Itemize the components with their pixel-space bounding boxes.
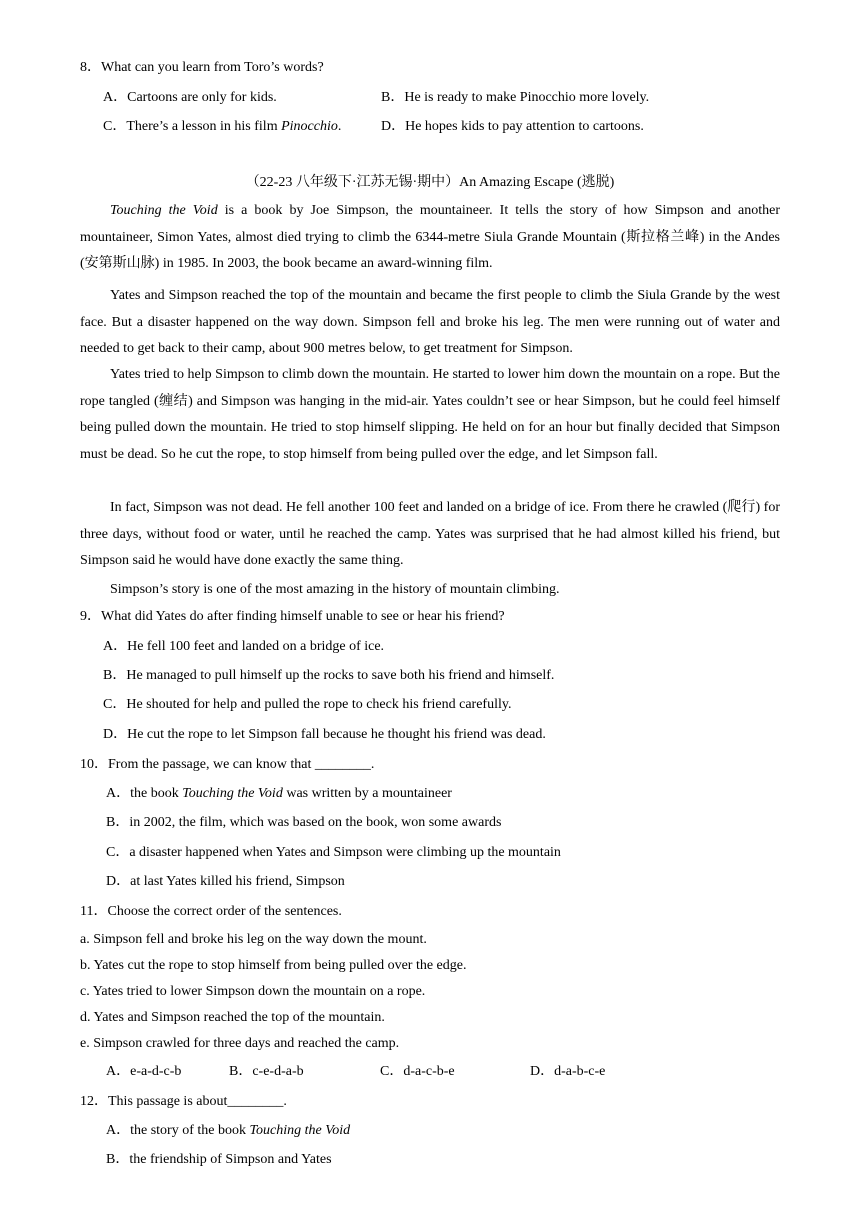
passage-title: （22-23 八年级下·江苏无锡·期中）An Amazing Escape (逃脱) (245, 175, 615, 190)
question-10-option-b: B．in 2002, the film, which was based on the book, won some awards (106, 815, 502, 830)
question-10-option-c: C．a disaster happened when Yates and Simpson were climbing up the mountain (106, 845, 561, 860)
option-c-suffix: . (337, 119, 342, 134)
film-title: Pinocchio (281, 119, 338, 134)
book-title: Touching the Void (110, 203, 218, 218)
question-9-option-c: C．He shouted for help and pulled the rope to check his friend carefully. (103, 697, 512, 712)
question-9-option-a: A．He fell 100 feet and landed on a bridge of ice. (103, 639, 385, 654)
paragraph-5-text: Simpson’s story is one of the most amazing in the history of mountain climbing. (110, 582, 560, 597)
question-8-option-d: D．He hopes kids to pay attention to cartoons. (381, 119, 644, 134)
book-title: Touching the Void (249, 1123, 351, 1138)
question-12-option-a (106, 1121, 350, 1141)
sentence-d: d. Yates and Simpson reached the top of the mountain. (80, 1010, 385, 1025)
question-11-option-d: D．d-a-b-c-e (530, 1064, 606, 1079)
question-12-stem: 12．This passage is about________. (80, 1094, 287, 1109)
book-title: Touching the Void (182, 786, 283, 801)
paragraph-2-text: Yates and Simpson reached the top of the mountain and became the first people to climb the Siula Grande by the west face. But a disaster happened on the way down. Simpson fell and broke his leg. The men were running out of water and needed to get back to their camp, about 900 metres below, to get treatment for Simpson. (80, 288, 780, 357)
option-c-text: C．There’s a lesson in his film (103, 119, 282, 134)
question-8-option-c (103, 117, 341, 137)
question-8-option-a: A．Cartoons are only for kids. (103, 90, 277, 105)
question-10-stem: 10．From the passage, we can know that ________. (80, 757, 375, 772)
question-9-option-b: B．He managed to pull himself up the rocks to save both his friend and himself. (103, 668, 555, 683)
paragraph-4-text: In fact, Simpson was not dead. He fell another 100 feet and landed on a bridge of ice. From there he crawled (爬行) for three days, without food or water, until he reached the camp. Yates was surprised that he had almost killed his friend, but Simpson said he would have done exactly the same thing. (80, 500, 780, 569)
passage-paragraph-5 (80, 577, 780, 604)
option-a-text: A．the book (106, 786, 183, 801)
question-12-option-b: B．the friendship of Simpson and Yates (106, 1152, 332, 1167)
question-11-option-b: B．c-e-d-a-b (229, 1064, 304, 1079)
question-8-stem: 8．What can you learn from Toro’s words? (80, 60, 324, 75)
passage-paragraph-3 (80, 362, 780, 468)
question-10-option-d: D．at last Yates killed his friend, Simpson (106, 874, 345, 889)
question-11-stem: 11．Choose the correct order of the sentences. (80, 904, 342, 919)
sentence-b: b. Yates cut the rope to stop himself from being pulled over the edge. (80, 958, 467, 973)
sentence-c: c. Yates tried to lower Simpson down the mountain on a rope. (80, 984, 426, 999)
question-10-option-a (106, 784, 452, 804)
question-9-stem: 9．What did Yates do after finding himself unable to see or hear his friend? (80, 609, 505, 624)
question-11-option-a: A．e-a-d-c-b (106, 1064, 182, 1079)
paragraph-3-text: Yates tried to help Simpson to climb down the mountain. He started to lower him down the mountain on a rope. But the rope tangled (缠结) and Simpson was hanging in the mid-air. Yates couldn’t see or hear Simpson, but he could feel himself being pulled down the mountain. He tried to stop himself slipping. He held on for an hour but finally decided that Simpson must be dead. So he cut the rope, to stop himself from being pulled over the edge, and let Simpson fall. (80, 367, 780, 462)
passage-paragraph-4 (80, 495, 780, 575)
passage-paragraph-1 (80, 198, 780, 278)
sentence-a: a. Simpson fell and broke his leg on the way down the mount. (80, 932, 427, 947)
paragraph-1-text: is a book by Joe Simpson, the mountaineer. It tells the story of how Simpson and another mountaineer, Simon Yates, almost died trying to climb the 6344-metre Siula Grande Mountain (斯拉格兰峰) in the Andes (安第斯山脉) in 1985. In 2003, the book became an award-winning film. (80, 203, 780, 272)
option-a-suffix: was written by a mountaineer (282, 786, 452, 801)
question-9-option-d: D．He cut the rope to let Simpson fall because he thought his friend was dead. (103, 727, 546, 742)
sentence-e: e. Simpson crawled for three days and reached the camp. (80, 1036, 400, 1051)
passage-paragraph-2 (80, 283, 780, 363)
question-11-option-c: C．d-a-c-b-e (380, 1064, 455, 1079)
question-8-option-b: B．He is ready to make Pinocchio more lovely. (381, 90, 650, 105)
option-a-text: A．the story of the book (106, 1123, 250, 1138)
